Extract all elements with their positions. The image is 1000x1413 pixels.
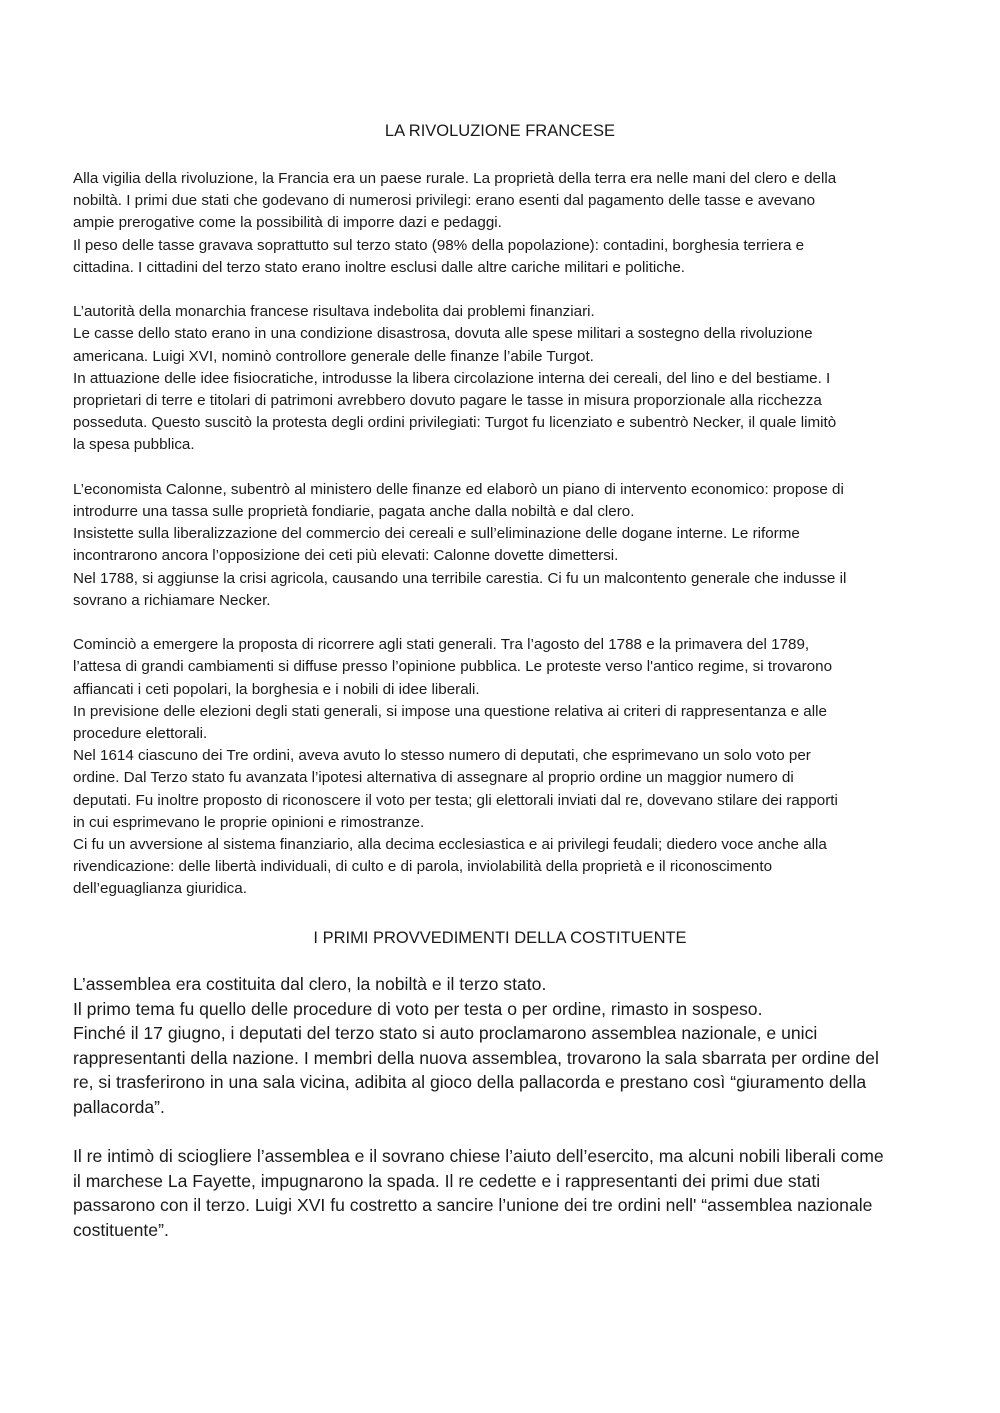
text-line: Alla vigilia della rivoluzione, la Francia era un paese rurale. La proprietà della terra era nelle mani del clero e della: [73, 170, 837, 187]
text-line: incontrarono ancora l’opposizione dei ceti più elevati: Calonne dovette dimettersi.: [73, 547, 619, 565]
text-line: In previsione delle elezioni degli stati generali, si impose una questione relativa ai criteri di rappresentanza e alle: [73, 702, 827, 720]
text-line: posseduta. Questo suscitò la protesta degli ordini privilegiati: Turgot fu licenziato e subentrò Necker, il quale limitò: [73, 414, 837, 432]
text-line: Insistette sulla liberalizzazione del commercio dei cereali e sull’eliminazione delle dogane interne. Le riforme: [73, 525, 800, 543]
text-line: Nel 1614 ciascuno dei Tre ordini, aveva avuto lo stesso numero di deputati, che esprimevano un solo voto per: [73, 747, 811, 765]
text-line: Il re intimò di sciogliere l’assemblea e il sovrano chiese l’aiuto dell’esercito, ma alcuni nobili liberali come: [73, 1146, 884, 1167]
text-line: Cominciò a emergere la proposta di ricorrere agli stati generali. Tra l’agosto del 1788 e la primavera del 1789,: [73, 636, 810, 654]
text-line: cittadina. I cittadini del terzo stato erano inoltre esclusi dalle altre cariche militari e politiche.: [73, 258, 686, 276]
paragraph-gap: [73, 279, 933, 301]
text-line: dell’eguaglianza giuridica.: [73, 880, 247, 898]
text-line: Nel 1788, si aggiunse la crisi agricola, causando una terribile carestia. Ci fu un malcontento generale che indusse il: [73, 569, 847, 587]
paragraph-gap: [73, 457, 933, 479]
paragraph-gap: [73, 612, 933, 634]
text-line: L’economista Calonne, subentrò al ministero delle finanze ed elaborò un piano di intervento economico: propose di: [73, 480, 844, 498]
text-line: procedure elettorali.: [73, 725, 208, 743]
text-line: Le casse dello stato erano in una condizione disastrosa, dovuta alle spese militari a sostegno della rivoluzione: [73, 325, 813, 343]
text-line: il marchese La Fayette, impugnarono la spada. Il re cedette e i rappresentanti dei primi due stati: [73, 1170, 821, 1191]
text-line: americana. Luigi XVI, nominò controllore generale delle finanze l’abile Turgot.: [73, 347, 594, 365]
text-line: l’attesa di grandi cambiamenti si diffuse presso l’opinione pubblica. Le proteste verso l'antico regime, si trovarono: [73, 658, 833, 676]
text-line: nobiltà. I primi due stati che godevano di numerosi privilegi: erano esenti dal pagamento delle tasse e avevano: [73, 192, 816, 210]
text-line: sovrano a richiamare Necker.: [73, 591, 271, 609]
text-line: Il peso delle tasse gravava soprattutto sul terzo stato (98% della popolazione): contadini, borghesia terriera e: [73, 236, 805, 254]
section-2-title: I PRIMI PROVVEDIMENTI DELLA COSTITUENTE: [313, 929, 687, 947]
text-line: la spesa pubblica.: [73, 436, 195, 454]
section-1-body: [73, 168, 933, 901]
text-line: passarono con il terzo. Luigi XVI fu costretto a sancire l’unione dei tre ordini nell' “assemblea nazionale: [73, 1195, 873, 1216]
text-line: rivendicazione: delle libertà individuali, di culto e di parola, inviolabilità della proprietà e il riconoscimento: [73, 858, 773, 876]
text-line: ordine. Dal Terzo stato fu avanzata l’ipotesi alternativa di assegnare al proprio ordine un maggior numero di: [73, 769, 794, 787]
text-line: deputati. Fu inoltre proposto di riconoscere il voto per testa; gli elettorali inviati dal re, dovevano stilare dei rapporti: [73, 791, 838, 809]
section-2-body: [73, 972, 933, 1243]
text-line: pallacorda”.: [73, 1096, 165, 1117]
text-line: ampie prerogative come la possibilità di imporre dazi e pedaggi.: [73, 214, 502, 232]
text-line: L’assemblea era costituita dal clero, la nobiltà e il terzo stato.: [73, 974, 547, 994]
text-line: Il primo tema fu quello delle procedure di voto per testa o per ordine, rimasto in sospeso.: [73, 998, 763, 1019]
text-line: Ci fu un avversione al sistema finanziario, alla decima ecclesiastica e ai privilegi feudali; diedero voce anche alla: [73, 836, 827, 854]
text-line: proprietari di terre e titolari di patrimoni avrebbero dovuto pagare le tasse in misura proporzionale alla ricchezza: [73, 392, 822, 410]
text-line: re, si trasferirono in una sala vicina, adibita al gioco della pallacorda e prestano così “giuramento della: [73, 1072, 867, 1093]
text-line: affiancati i ceti popolari, la borghesia e i nobili di idee liberali.: [73, 680, 480, 698]
text-line: Finché il 17 giugno, i deputati del terzo stato si auto proclamarono assemblea nazionale, e unici: [73, 1023, 818, 1044]
document-title: LA RIVOLUZIONE FRANCESE: [384, 122, 616, 140]
paragraph-gap: [73, 1120, 933, 1145]
text-line: L’autorità della monarchia francese risultava indebolita dai problemi finanziari.: [73, 303, 595, 321]
text-line: introdurre una tassa sulle proprietà fondiarie, pagata anche dalla nobiltà e dal clero.: [73, 503, 635, 521]
text-line: in cui esprimevano le proprie opinioni e rimostranze.: [73, 813, 425, 831]
text-line: rappresentanti della nazione. I membri della nuova assemblea, trovarono la sala sbarrata per ordine del: [73, 1047, 879, 1068]
text-line: costituente”.: [73, 1219, 169, 1240]
text-line: In attuazione delle idee fisiocratiche, introdusse la libera circolazione interna dei cereali, del lino e del bestiame. I: [73, 369, 831, 387]
